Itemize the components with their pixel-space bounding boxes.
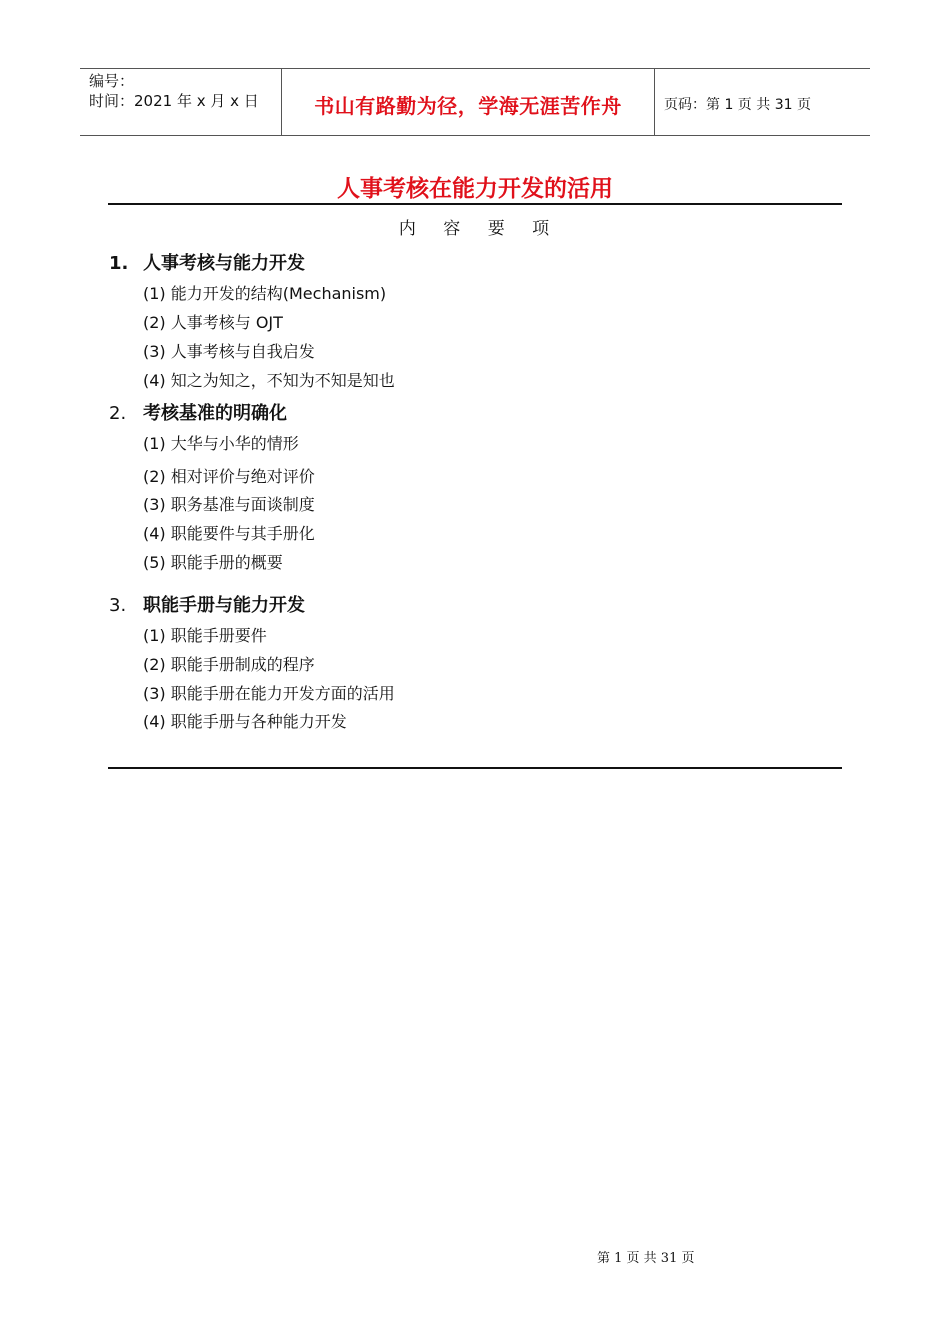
page-info: 页码：第 1 页 共 31 页 (664, 97, 811, 113)
section-heading (109, 249, 305, 275)
section-number: 1. (109, 253, 129, 274)
list-item: (3) 职务基准与面谈制度 (143, 495, 315, 514)
document-title: 人事考核在能力开发的活用 (337, 176, 613, 202)
list-item: (1) 职能手册要件 (143, 626, 267, 645)
section-heading (109, 591, 305, 617)
motto: 书山有路勤为径，学海无涯苦作舟 (314, 94, 622, 118)
list-item: (4) 职能手册与各种能力开发 (143, 712, 347, 731)
serial-label: 编号： (89, 72, 135, 90)
list-item: (1) 大华与小华的情形 (143, 434, 299, 453)
list-item: (3) 职能手册在能力开发方面的活用 (143, 684, 395, 703)
bottom-rule (108, 767, 842, 769)
title-rule (108, 203, 842, 205)
time-label: 时间：2021 年 x 月 x 日 (89, 92, 259, 110)
section-number: 3. (109, 595, 127, 616)
list-item: (2) 相对评价与绝对评价 (143, 467, 315, 486)
section-label: 人事考核与能力开发 (143, 253, 305, 274)
list-item: (1) 能力开发的结构(Mechanism) (143, 284, 387, 303)
list-item: (3) 人事考核与自我启发 (143, 342, 315, 361)
list-item: (5) 职能手册的概要 (143, 553, 283, 572)
header-motto-cell (281, 69, 655, 135)
list-item: (2) 职能手册制成的程序 (143, 655, 315, 674)
header-page-cell (655, 69, 870, 135)
header-meta-cell (80, 69, 281, 135)
section-number: 2. (109, 403, 127, 424)
header-table (80, 68, 870, 136)
page-footer: 第 1 页 共 31 页 (597, 1251, 695, 1266)
list-item: (2) 人事考核与 OJT (143, 313, 283, 332)
section-label: 职能手册与能力开发 (143, 595, 305, 616)
list-item: (4) 知之为知之，不知为不知是知也 (143, 371, 395, 390)
section-heading (109, 399, 287, 425)
list-item: (4) 职能要件与其手册化 (143, 524, 315, 543)
section-label: 考核基准的明确化 (143, 403, 287, 424)
subtitle: 内 容 要 项 (398, 219, 552, 239)
